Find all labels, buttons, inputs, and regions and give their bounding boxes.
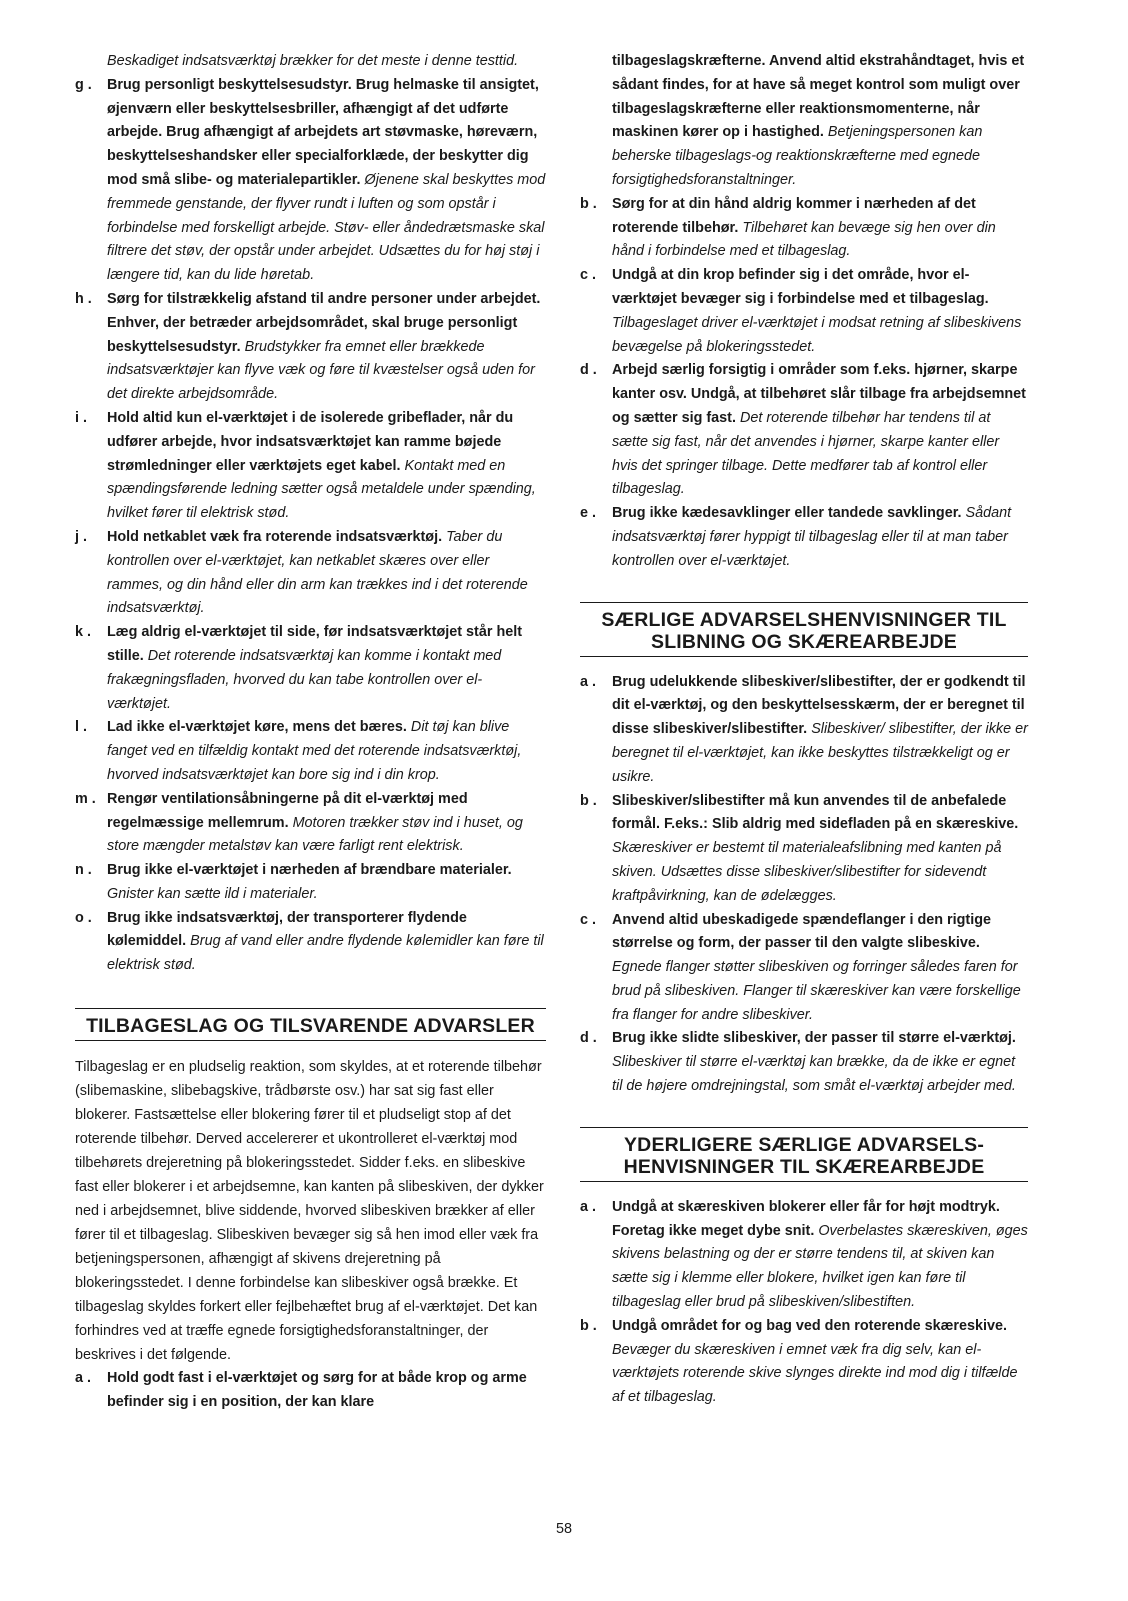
item-italic-text: Det roterende indsatsværktøj kan komme i kontakt med frakægningsfladen, hvorved du kan tabe kontrollen over el-værktøjet.: [107, 647, 502, 712]
item-bold-text: Læg aldrig el-værktøjet til side, før indsatsværktøjet står helt stille.: [107, 624, 523, 664]
item-marker: j .: [75, 528, 87, 545]
list-item-grinding-b: [580, 790, 1028, 909]
item-marker: b .: [580, 792, 597, 809]
continued-item-f: [75, 50, 546, 74]
item-bold-text: Undgå området for og bag ved den roterende skæreskive.: [612, 1317, 1008, 1334]
item-italic-text: Brug af vand eller andre flydende kølemidler kan føre til elektrisk stød.: [107, 933, 544, 974]
heading-line: HENVISNINGER TIL SKÆREARBEJDE: [623, 1155, 985, 1178]
item-bold-text: Hold altid kun el-værktøjet i de isolerede gribeflader, når du udfører arbejde, hvor indsatsværktøjet kan ramme bøjede strømledninger eller værktøjets eget kabel.: [107, 409, 514, 474]
continued-bold-text: tilbageslagskræfterne. Anvend altid ekstrahåndtaget, hvis et sådant findes, for at have så meget kontrol som muligt over tilbageslagskræfterne eller reaktionsmomenterne, når maskinen kører op i hastighed.: [612, 53, 1025, 141]
list-item-i: [75, 407, 546, 526]
item-bold-text: Slibeskiver/slibestifter må kun anvendes til de anbefalede formål. F.eks.: Slib aldrig med sidefladen på en skæreskive.: [612, 792, 1019, 833]
item-bold-text: Arbejd særlig forsigtig i områder som f.eks. hjørner, skarpe kanter osv. Undgå, at tilbehøret slår tilbage fra arbejdsemnet og sætter sig fast.: [612, 362, 1026, 426]
heading-line: SLIBNING OG SKÆREARBEJDE: [650, 630, 957, 653]
heading-line: YDERLIGERE SÆRLIGE ADVARSELS-: [623, 1133, 985, 1156]
continued-item-a: [580, 50, 1028, 193]
grinding-list: [580, 671, 1028, 1099]
item-bold-text: Brug ikke kædesavklinger eller tandede savklinger.: [612, 505, 962, 522]
list-item-b: [580, 193, 1028, 264]
item-italic-text: Dit tøj kan blive fanget ved en tilfældig kontakt med det roterende indsatsværktøj, hvorved indsatsværktøjet kan bore sig ind i din krop.: [107, 719, 522, 783]
item-marker: i .: [75, 409, 87, 426]
item-bold-text: Brug udelukkende slibeskiver/slibestifter, der er godkendt til dit el-værktøj, og den beskyttelsesskærm, der er beregnet til disse slibeskiver/slibestifter.: [612, 673, 1026, 738]
item-marker: g .: [75, 76, 92, 93]
item-italic-text: Slibeskiver til større el-værktøj kan brække, da de ikke er egnet til de højere omdrejningstal, som småt el-værktøj arbejder med.: [612, 1054, 1016, 1095]
list-item-c: [580, 264, 1028, 359]
item-marker: a .: [75, 1370, 91, 1387]
item-bold-text: Undgå at din krop befinder sig i det område, hvor el-værktøjet bevæger sig i forbindelse med et tilbageslag.: [612, 267, 989, 307]
list-item-cutting-a: [580, 1196, 1028, 1315]
list-item-o: [75, 907, 546, 978]
list-item-l: [75, 716, 546, 787]
list-item-d: [580, 359, 1028, 502]
item-italic-text: Øjenene skal beskyttes mod fremmede genstande, der flyver rundt i luften og som opstår i forbindelse med forskelligt arbejde. Støv- eller åndedrætsmaske skal filtrere det støv, der opstår under arbejdet. Udsættes du for høj støj i længere tid, kan du lide høretab.: [107, 171, 546, 284]
item-marker: a .: [580, 673, 596, 690]
item-bold-text: Rengør ventilationsåbningerne på dit el-værktøj med regelmæssige mellemrum.: [107, 790, 468, 831]
list-item-k: [75, 621, 546, 716]
section-heading-kickback: TILBAGESLAG OG TILSVARENDE ADVARSLER: [75, 1008, 546, 1041]
item-italic-text: Gnister kan sætte ild i materialer.: [107, 885, 318, 902]
continued-italic-text: Betjeningspersonen kan beherske tilbageslags-og reaktionskræfterne med egnede forsigtighedsforanstaltninger.: [612, 124, 983, 188]
left-column: [75, 50, 546, 1415]
right-column: [580, 50, 1028, 1410]
item-italic-text: Sådant indsatsværktøj fører hyppigt til tilbageslag eller til at man taber kontrollen over el-værktøjet.: [612, 505, 1012, 569]
item-bold-text: Brug ikke el-værktøjet i nærheden af brændbare materialer.: [107, 862, 512, 879]
item-italic-text: Tilbageslaget driver el-værktøjet i modsat retning af slibeskivens bevægelse på blokeringsstedet.: [612, 314, 1022, 355]
list-item-cutting-b: [580, 1315, 1028, 1410]
item-marker: d .: [580, 1030, 597, 1047]
cutting-list: [580, 1196, 1028, 1410]
item-italic-text: Motoren trækker støv ind i huset, og store mængder metalstøv kan være farligt rent elektrisk.: [107, 814, 523, 855]
item-bold-text: Anvend altid ubeskadigede spændeflanger i den rigtige størrelse og form, der passer til den valgte slibeskive.: [612, 911, 992, 952]
list-item-g: [75, 74, 546, 288]
item-italic-text: Det roterende tilbehør har tendens til at sætte sig fast, når det anvendes i hjørner, skarpe kanter eller hvis det springer tilbage. Dette medfører tab af kontrol eller tilbageslag.: [612, 409, 1000, 498]
list-item-m: [75, 788, 546, 859]
item-marker: b .: [580, 1317, 597, 1334]
item-italic-text: Overbelastes skæreskiven, øges skivens belastning og der er større tendens til, at skiven kan sætte sig i klemme eller blokere, hvilket igen kan føre til tilbageslag eller brud på slibeskiven/slibestiften.: [612, 1222, 1028, 1311]
list-item-n: [75, 859, 546, 907]
item-italic-text: Tilbehøret kan bevæge sig hen over din hånd i forbindelse med et tilbageslag.: [612, 219, 996, 260]
item-bold-text: Brug ikke slidte slibeskiver, der passer til større el-værktøj.: [612, 1030, 1016, 1047]
item-italic-text: Brudstykker fra emnet eller brækkede indsatsværktøjer kan flyve væk og føre til kvæstelser også uden for det direkte arbejdsområde.: [107, 338, 535, 403]
item-bold-text: Sørg for at din hånd aldrig kommer i nærheden af det roterende tilbehør.: [612, 195, 976, 236]
item-marker: m .: [75, 790, 96, 807]
item-italic-text: Egnede flanger støtter slibeskiven og forringer således faren for brud på slibeskiven. Flanger til skæreskiver kan være forskellige fra flanger for andre slibeskiver.: [612, 959, 1021, 1023]
item-bold-text: Hold netkablet væk fra roterende indsatsværktøj.: [107, 528, 443, 545]
item-bold-text: Undgå at skæreskiven blokerer eller får for højt modtryk. Foretag ikke meget dybe snit.: [612, 1198, 1000, 1239]
page-number: 58: [555, 1521, 572, 1537]
item-marker: o .: [75, 909, 92, 926]
item-italic-text: Bevæger du skæreskiven i emnet væk fra dig selv, kan el-værktøjets roterende skive slynges direkte ind mod dig i tilfælde af et tilbageslag.: [612, 1341, 1018, 1406]
item-marker: a .: [580, 1198, 596, 1215]
item-marker: n .: [75, 862, 92, 879]
item-italic-text: Taber du kontrollen over el-værktøjet, kan netkablet skæres over eller rammes, og din hånd eller din arm kan trækkes ind i det roterende indsatsværktøj.: [107, 528, 528, 617]
list-item-kickback-a: [75, 1367, 546, 1415]
item-bold-text: Brug personligt beskyttelsesudstyr. Brug helmaske til ansigtet, øjenværn eller beskyttelsesbriller, afhængigt af det udførte arbejde. Brug afhængigt af arbejdets art støvmaske, høreværn, beskyttelseshandsker eller specialforklæde, der beskytter dig mod små slibe- og materialepartikler.: [107, 76, 539, 188]
list-item-h: [75, 288, 546, 407]
item-marker: d .: [580, 362, 597, 379]
item-italic-text: Slibeskiver/ slibestifter, der ikke er beregnet til el-værktøjet, kan ikke beskyttes tilstrækkeligt og er usikre.: [612, 721, 1028, 785]
item-marker: e .: [580, 505, 596, 522]
list-item-e: [580, 502, 1028, 573]
item-marker: k .: [75, 624, 91, 641]
item-bold-text: Hold godt fast i el-værktøjet og sørg for at både krop og arme befinder sig i en position, der kan klare: [107, 1370, 527, 1410]
continued-text: Beskadiget indsatsværktøj brækker for det meste i denne testtid.: [107, 53, 519, 69]
item-marker: l .: [75, 719, 87, 736]
section-heading-grinding: [580, 602, 1028, 657]
item-bold-text: Brug ikke indsatsværktøj, der transporterer flydende kølemiddel.: [107, 909, 467, 950]
item-italic-text: Kontakt med en spændingsførende ledning sætter også metaldele under spænding, hvilket fører til elektrisk stød.: [107, 457, 536, 522]
heading-line: SÆRLIGE ADVARSELSHENVISNINGER TIL: [601, 608, 1007, 631]
item-marker: c .: [580, 267, 596, 284]
section-heading-cutting: [580, 1127, 1028, 1182]
item-marker: h .: [75, 290, 92, 307]
item-italic-text: Skæreskiver er bestemt til materialeafslibning med kanten på skiven. Udsættes disse slibeskiver/slibestifter for sidevendt kraftpåvirkning, kan de ødelægges.: [612, 840, 1002, 904]
item-marker: c .: [580, 911, 596, 928]
item-marker: b .: [580, 195, 597, 212]
kickback-paragraph: Tilbageslag er en pludselig reaktion, som skyldes, at et roterende tilbehør (slibemaskine, slibebagskive, trådbørste osv.) har sat sig fast eller blokerer. Fastsættelse eller blokering fører til et pludseligt stop af det roterende tilbehør. Derved accelererer et ukontrolleret el-værktøj mod tilbehørets drejeretning på blokeringsstedet. Sidder f.eks. en slibeskive fast eller blokerer i et arbejdsemne, kan kanten på slibeskiven, der dykker ned i arbejdsemnet, blive siddende, hvorved slibeskiven brækker af eller fører til et tilbageslag. Slibeskiven bevæger sig så hen imod eller væk fra betjeningspersonen, afhængigt af skivens drejeretning på blokeringsstedet. I denne forbindelse kan slibeskiver også brække. Et tilbageslag skyldes forkert eller fejlbehæftet brug af el-værktøjet. Det kan forhindres ved at træffe egnede forsigtighedsforanstaltninger, der beskrives i det følgende.: [75, 1059, 544, 1364]
item-bold-text: Sørg for tilstrækkelig afstand til andre personer under arbejdet. Enhver, der betræder arbejdsområdet, skal bruge personligt beskyttelsesudstyr.: [107, 290, 541, 355]
list-item-grinding-a: [580, 671, 1028, 790]
list-item-j: [75, 526, 546, 621]
item-bold-text: Lad ikke el-værktøjet køre, mens det bæres.: [107, 719, 407, 736]
list-item-grinding-d: [580, 1027, 1028, 1098]
list-item-grinding-c: [580, 909, 1028, 1028]
